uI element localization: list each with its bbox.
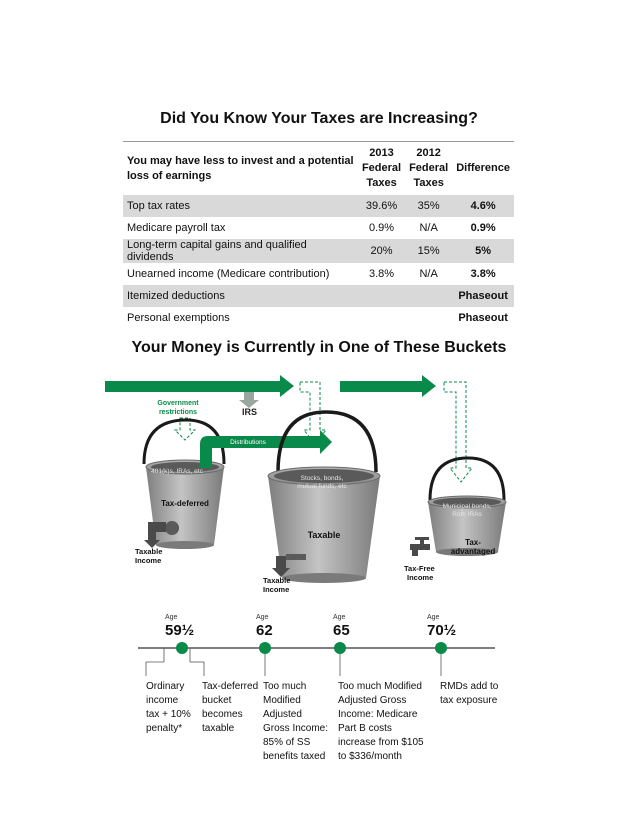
row-2012: [405, 285, 452, 307]
row-difference: 5%: [452, 239, 514, 263]
row-label: Unearned income (Medicare contribution): [127, 268, 330, 280]
bucket1-contents: 401(k)s, IRAs, etc: [151, 468, 203, 475]
row-2012: 35%: [405, 195, 452, 217]
milestone-dot: [435, 642, 447, 654]
buckets-diagram: [100, 372, 520, 597]
note-line: Ordinary: [146, 681, 185, 692]
row-2013: 20%: [358, 239, 405, 263]
note-line: benefits taxed: [263, 751, 326, 762]
age-caption: Age: [427, 614, 440, 621]
note-line: tax + 10%: [146, 709, 191, 720]
bucket2-contents-line1: Stocks, bonds,: [300, 475, 344, 482]
row-difference: 3.8%: [470, 268, 496, 280]
bucket3-label-line2: advantaged: [450, 547, 496, 556]
bucket3-out-line1: Tax-Free: [404, 564, 435, 573]
note-line: taxable: [202, 723, 235, 734]
note-line: penalty*: [146, 723, 183, 734]
row-difference: 4.6%: [452, 195, 514, 217]
note-line: Modified: [263, 695, 301, 706]
header-difference: Difference: [452, 142, 514, 196]
table-row: [123, 285, 514, 307]
note-line: Adjusted Gross: [338, 695, 407, 706]
irs-arrow: [239, 392, 259, 408]
row-label: Personal exemptions: [127, 312, 230, 324]
row-2013: 0.9%: [368, 222, 395, 234]
row-2013: [358, 285, 405, 307]
milestone-dot: [334, 642, 346, 654]
age-value: 70½: [427, 622, 457, 639]
row-difference: 0.9%: [470, 222, 496, 234]
note-line: Tax-deferred: [202, 681, 259, 692]
row-2012: 15%: [405, 239, 452, 263]
bucket1-label: Tax-deferred: [161, 499, 209, 508]
bucket3-contents-line1: Municipal bonds,: [442, 503, 492, 510]
note-age-70: [440, 680, 498, 708]
header-label: You may have less to invest and a potential loss of earnings: [123, 142, 358, 196]
row-2012: [405, 307, 452, 329]
note-line: becomes: [202, 709, 243, 720]
note-line: increase from $105: [338, 737, 424, 748]
age-value: 59½: [165, 622, 195, 639]
row-2013: [358, 307, 405, 329]
bucket3-contents-line2: Roth IRAs: [452, 511, 482, 518]
flow-arrow-2: [340, 375, 436, 397]
row-difference: Phaseout: [452, 285, 514, 307]
note-line: income: [146, 695, 179, 706]
note-line: 85% of SS: [263, 737, 311, 748]
note-line: Gross Income:: [263, 723, 329, 734]
table-row: [123, 239, 514, 263]
row-label: Top tax rates: [123, 195, 358, 217]
note-line: Income: Medicare: [338, 709, 418, 720]
note-line: Adjusted: [263, 709, 302, 720]
header-2013: 2013 Federal Taxes: [358, 142, 405, 196]
table-row: [123, 307, 514, 329]
bucket3-label-line1: Tax-: [465, 538, 481, 547]
note-line: tax exposure: [440, 695, 498, 706]
age-caption: Age: [256, 614, 269, 621]
note-line: RMDs add to: [440, 681, 499, 692]
note-tax-deferred: [202, 680, 258, 736]
table-row: [123, 263, 514, 285]
age-value: 65: [333, 622, 350, 639]
age-caption: Age: [165, 614, 178, 621]
milestone-dot: [176, 642, 188, 654]
dashed-arrow-tax-advantaged: [444, 382, 472, 482]
header-2012: 2012 Federal Taxes: [405, 142, 452, 196]
row-label: Medicare payroll tax: [127, 222, 226, 234]
row-2013: 3.8%: [368, 268, 395, 280]
row-label: Long-term capital gains and qualified dividends: [123, 239, 358, 263]
flow-arrow-1: [105, 375, 294, 397]
note-line: Too much: [263, 681, 307, 692]
note-line: Part B costs: [338, 723, 392, 734]
bucket2-out-line2: Income: [263, 585, 290, 594]
row-label: Itemized deductions: [123, 285, 358, 307]
irs-label: IRS: [242, 407, 258, 417]
row-2012: N/A: [419, 268, 438, 280]
table-header-row: [123, 142, 514, 196]
bucket3-out-line2: Income: [407, 573, 434, 582]
note-line: bucket: [202, 695, 232, 706]
taxes-title: Did You Know Your Taxes are Increasing?: [160, 110, 478, 127]
note-age-59: [146, 680, 191, 736]
note-line: Too much Modified: [338, 681, 422, 692]
note-line: to $336/month: [338, 751, 402, 762]
bucket1-out-line1: Taxable: [135, 547, 163, 556]
age-timeline: [130, 606, 510, 676]
table-row: [123, 217, 514, 239]
bucket2-label: Taxable: [307, 530, 341, 540]
distributions-label: Distributions: [230, 439, 266, 446]
row-2013: 39.6%: [358, 195, 405, 217]
milestone-dot: [259, 642, 271, 654]
gov-restrictions-line2: restrictions: [158, 409, 198, 416]
buckets-title: Your Money is Currently in One of These Buckets: [131, 339, 507, 356]
age-value: 62: [256, 622, 273, 639]
gov-restrictions-line1: Government: [157, 400, 199, 407]
row-2012: N/A: [419, 222, 438, 234]
bucket2-out-line1: Taxable: [263, 576, 291, 585]
note-age-62: [263, 680, 328, 764]
bucket1-out-line2: Income: [135, 556, 162, 565]
note-age-65: [338, 680, 424, 764]
row-difference: Phaseout: [458, 312, 508, 324]
tax-comparison-table: [123, 141, 514, 329]
bucket2-contents-line2: mutual funds, etc: [297, 483, 347, 490]
age-caption: Age: [333, 614, 346, 621]
table-row: [123, 195, 514, 217]
